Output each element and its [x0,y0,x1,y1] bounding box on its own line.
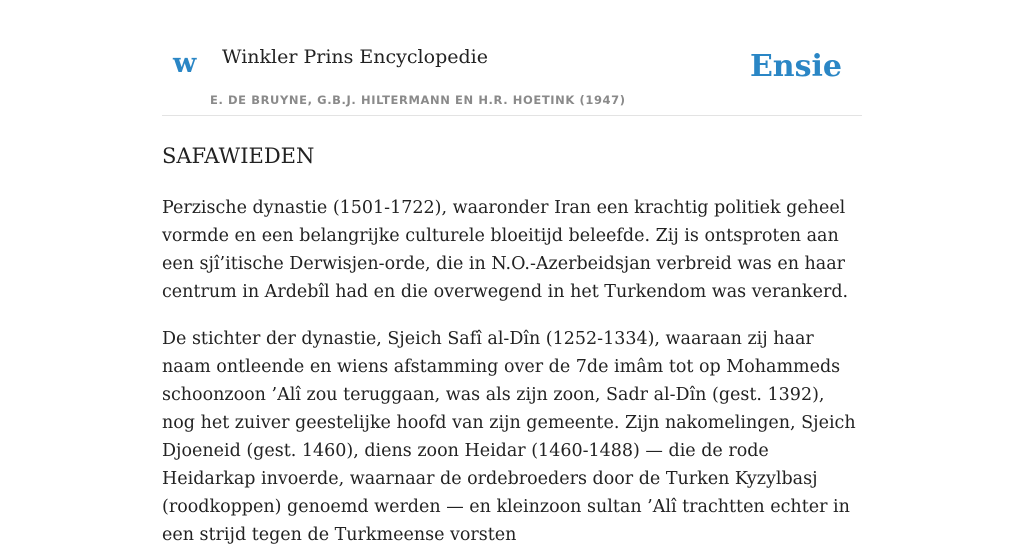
site-title[interactable]: Winkler Prins Encyclopedie [222,46,488,68]
article [162,144,862,549]
article-title: SAFAWIEDEN [162,144,315,168]
article-paragraph-2: De stichter der dynastie, Sjeich Safî al-Dîn (1252-1334), waaraan zij haar naam ontleende en wiens afstamming over de 7de imâm tot op Mohammeds schoonzoon ’Alî zou teruggaan, was als zijn zoon, Sadr al-Dîn (gest. 1392), nog het zuiver geestelijke hoofd van zijn gemeente. Zijn nakomelingen, Sjeich Djoeneid (gest. 1460), diens zoon Heidar (1460-1488) — die de rode Heidarkap invoerde, waarnaar de ordebroeders door de Turken Kyzylbasj (roodkoppen) genoemd werden — en kleinzoon sultan ’Alî trachtten echter in een strijd tegen de Turkmeense vorsten [162,329,856,546]
site-header [162,0,862,116]
site-subtitle: E. DE BRUYNE, G.B.J. HILTERMANN EN H.R. HOETINK (1947) [210,93,626,107]
content-container [162,0,862,549]
ensie-brand-link[interactable]: Ensie [749,49,842,84]
winkler-prins-logo[interactable]: w [173,48,197,79]
article-paragraph-1: Perzische dynastie (1501-1722), waaronder Iran een krachtig politiek geheel vormde en een belangrijke culturele bloeitijd beleefde. Zij is ontsproten aan een sjî’itische Derwisjen-orde, die in N.O.-Azerbeidsjan verbreid was en haar centrum in Ardebîl had en die overwegend in het Turkendom was verankerd. [162,198,849,303]
